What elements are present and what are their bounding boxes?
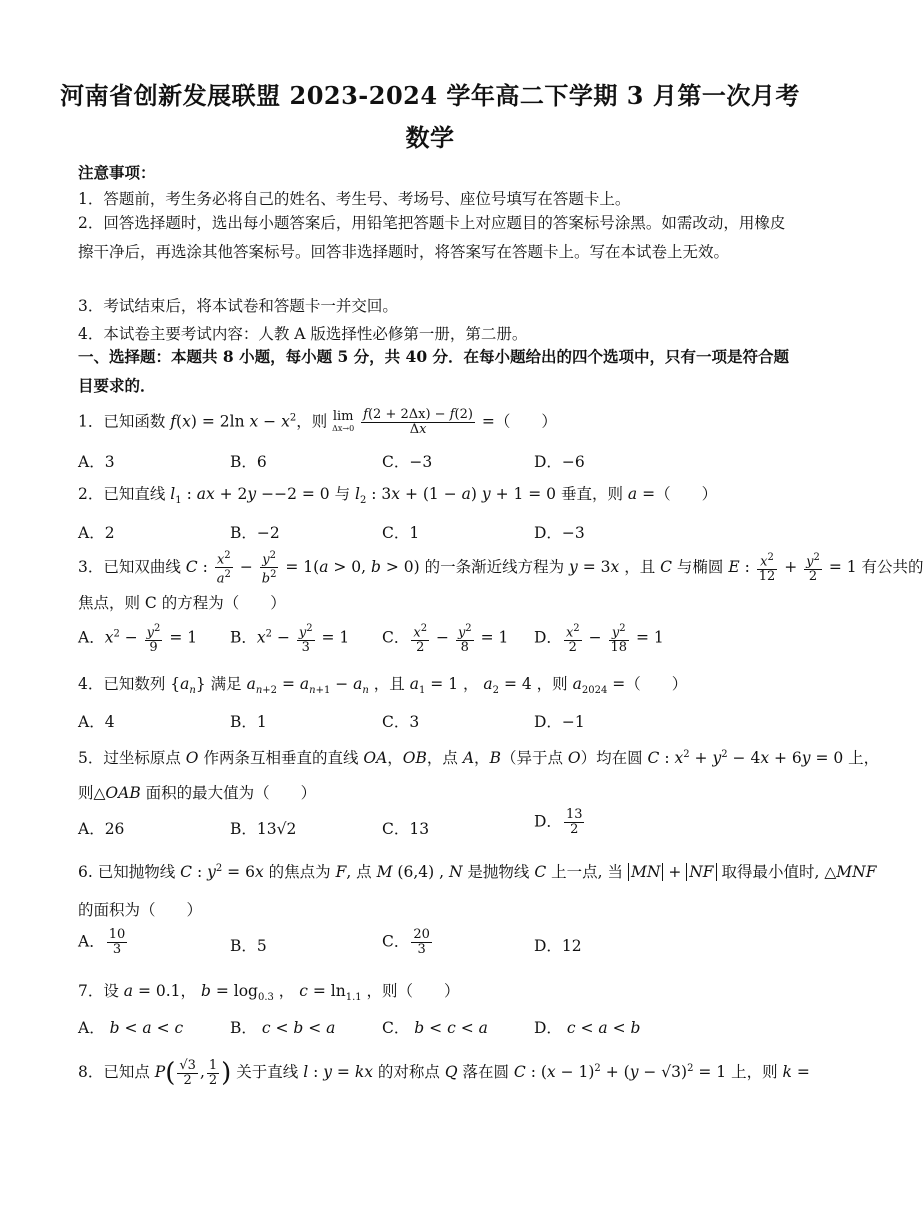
- q7-option-c: C． b < c < a: [382, 1019, 488, 1037]
- q3-option-a: A．$x^2$ − $\frac{y^2}{9}$ = 1: [78, 623, 198, 656]
- exam-title: 河南省创新发展联盟 2023-2024 学年高二下学期 3 月第一次月考: [60, 81, 800, 110]
- q6-option-c: C． $\frac{20}{3}$: [382, 927, 430, 957]
- question-6-tail: 的面积为（ ）: [78, 901, 203, 919]
- q1-option-d: D．−6: [534, 453, 585, 471]
- question-8: 8．已知点 P( $\frac{√3}{2}$ , $\frac{1}{2}$ ) 关于直线 l : y = kx 的对称点 Q 落在圆 C : $(x - 1)^2 + (y - √3)^2 = 1$ 上，则 k =: [78, 1057, 810, 1088]
- question-4: 4．已知数列 $\{a_n\}$ 满足 $a_{n+2} = a_{n+1} - a_n$ ，且 $a_1 = 1$ ， $a_2 = 4$ ，则 $a_{2024}$ =（ ）: [78, 675, 688, 697]
- notice-item-3: 3．考试结束后，将本试卷和答题卡一并交回。: [78, 297, 398, 315]
- question-5: 5．过坐标原点 O 作两条互相垂直的直线 OA，OB，点 A，B（异于点 O）均在圆 C : $x^2 + y^2 - 4x + 6y = 0$ 上，: [78, 748, 880, 767]
- q2-option-b: B．−2: [230, 524, 280, 542]
- q2-option-a: A．2: [78, 524, 115, 542]
- notice-heading: 注意事项：: [78, 163, 156, 182]
- q3-option-d: D． $\frac{x^2}{2}$ − $\frac{y^2}{18}$ = 1: [534, 623, 664, 656]
- question-3: 3．已知双曲线 C : $\frac{x^2}{a^2}$ − $\frac{y^2}{b^2}$ = 1(a > 0, b > 0) 的一条渐近线方程为 y = 3x ，且 C 与椭圆 E : $\frac{x^2}{12}$ + $\frac{y^2}{2}$ = 1 有公共的: [78, 550, 924, 587]
- q5-option-a: A．26: [78, 820, 125, 838]
- q6-option-d: D．12: [534, 937, 582, 955]
- q4-option-b: B．1: [230, 713, 267, 731]
- question-7: 7．设 a = 0.1， $b = \log_{0.3}$ ， $c = \ln_{1.1}$ ，则（ ）: [78, 982, 460, 1004]
- question-2: 2．已知直线 $l_1$ : ax + 2y −−2 = 0 与 $l_2$ : 3x + (1 − a) y + 1 = 0 垂直，则 a =（ ）: [78, 485, 718, 507]
- q1-option-b: B．6: [230, 453, 267, 471]
- q7-option-b: B． c < b < a: [230, 1019, 336, 1037]
- section-heading: 一、选择题：本题共 8 小题，每小题 5 分，共 40 分．在每小题给出的四个选项中，只有一项是符合题目要求的．: [78, 347, 790, 395]
- q6-option-a: A． $\frac{10}{3}$: [78, 927, 126, 957]
- question-6: 6. 已知抛物线 C : $y^2 = 6x$ 的焦点为 F, 点 M (6,4) , N 是抛物线 C 上一点, 当 MN + NF 取得最小值时, △MNF: [78, 862, 877, 881]
- q2-option-d: D．−3: [534, 524, 585, 542]
- q4-option-a: A．4: [78, 713, 115, 731]
- q1-option-a: A．3: [78, 453, 115, 471]
- notice-item-2: 2．回答选择题时，选出每小题答案后，用铅笔把答题卡上对应题目的答案标号涂黑。如需改动，用橡皮擦干净后，再选涂其他答案标号。回答非选择题时，将答案写在答题卡上。写在本试卷上无效。: [78, 214, 786, 261]
- q5-option-c: C．13: [382, 820, 430, 838]
- q3-option-b: B．$x^2$ − $\frac{y^2}{3}$ = 1: [230, 623, 350, 656]
- q3-option-c: C． $\frac{x^2}{2}$ − $\frac{y^2}{8}$ = 1: [382, 623, 509, 656]
- q5-option-b: B．13√2: [230, 820, 297, 838]
- exam-subject: 数学: [405, 123, 455, 152]
- q2-option-c: C．1: [382, 524, 420, 542]
- q6-option-b: B．5: [230, 937, 267, 955]
- q4-option-d: D．−1: [534, 713, 585, 731]
- q4-option-c: C．3: [382, 713, 420, 731]
- notice-item-4: 4．本试卷主要考试内容：人教 A 版选择性必修第一册，第二册。: [78, 325, 528, 343]
- question-1: 1．已知函数 f(x) = 2ln $x - x^2$，则 lim Δx→0 $\frac{f(2 + 2\Delta x) - f(2)}{\Delta x}$ =（ ）: [78, 407, 557, 437]
- notice-item-1: 1．答题前，考生务必将自己的姓名、考生号、考场号、座位号填写在答题卡上。: [78, 190, 631, 208]
- q7-option-a: A． b < a < c: [78, 1019, 184, 1037]
- question-5-line-2: 则△OAB 面积的最大值为（ ）: [78, 784, 317, 802]
- q1-option-c: C．−3: [382, 453, 433, 471]
- q7-option-d: D． c < a < b: [534, 1019, 641, 1037]
- q5-option-d: D． $\frac{13}{2}$: [534, 807, 583, 837]
- question-3-tail: 焦点，则 C 的方程为（ ）: [78, 594, 286, 612]
